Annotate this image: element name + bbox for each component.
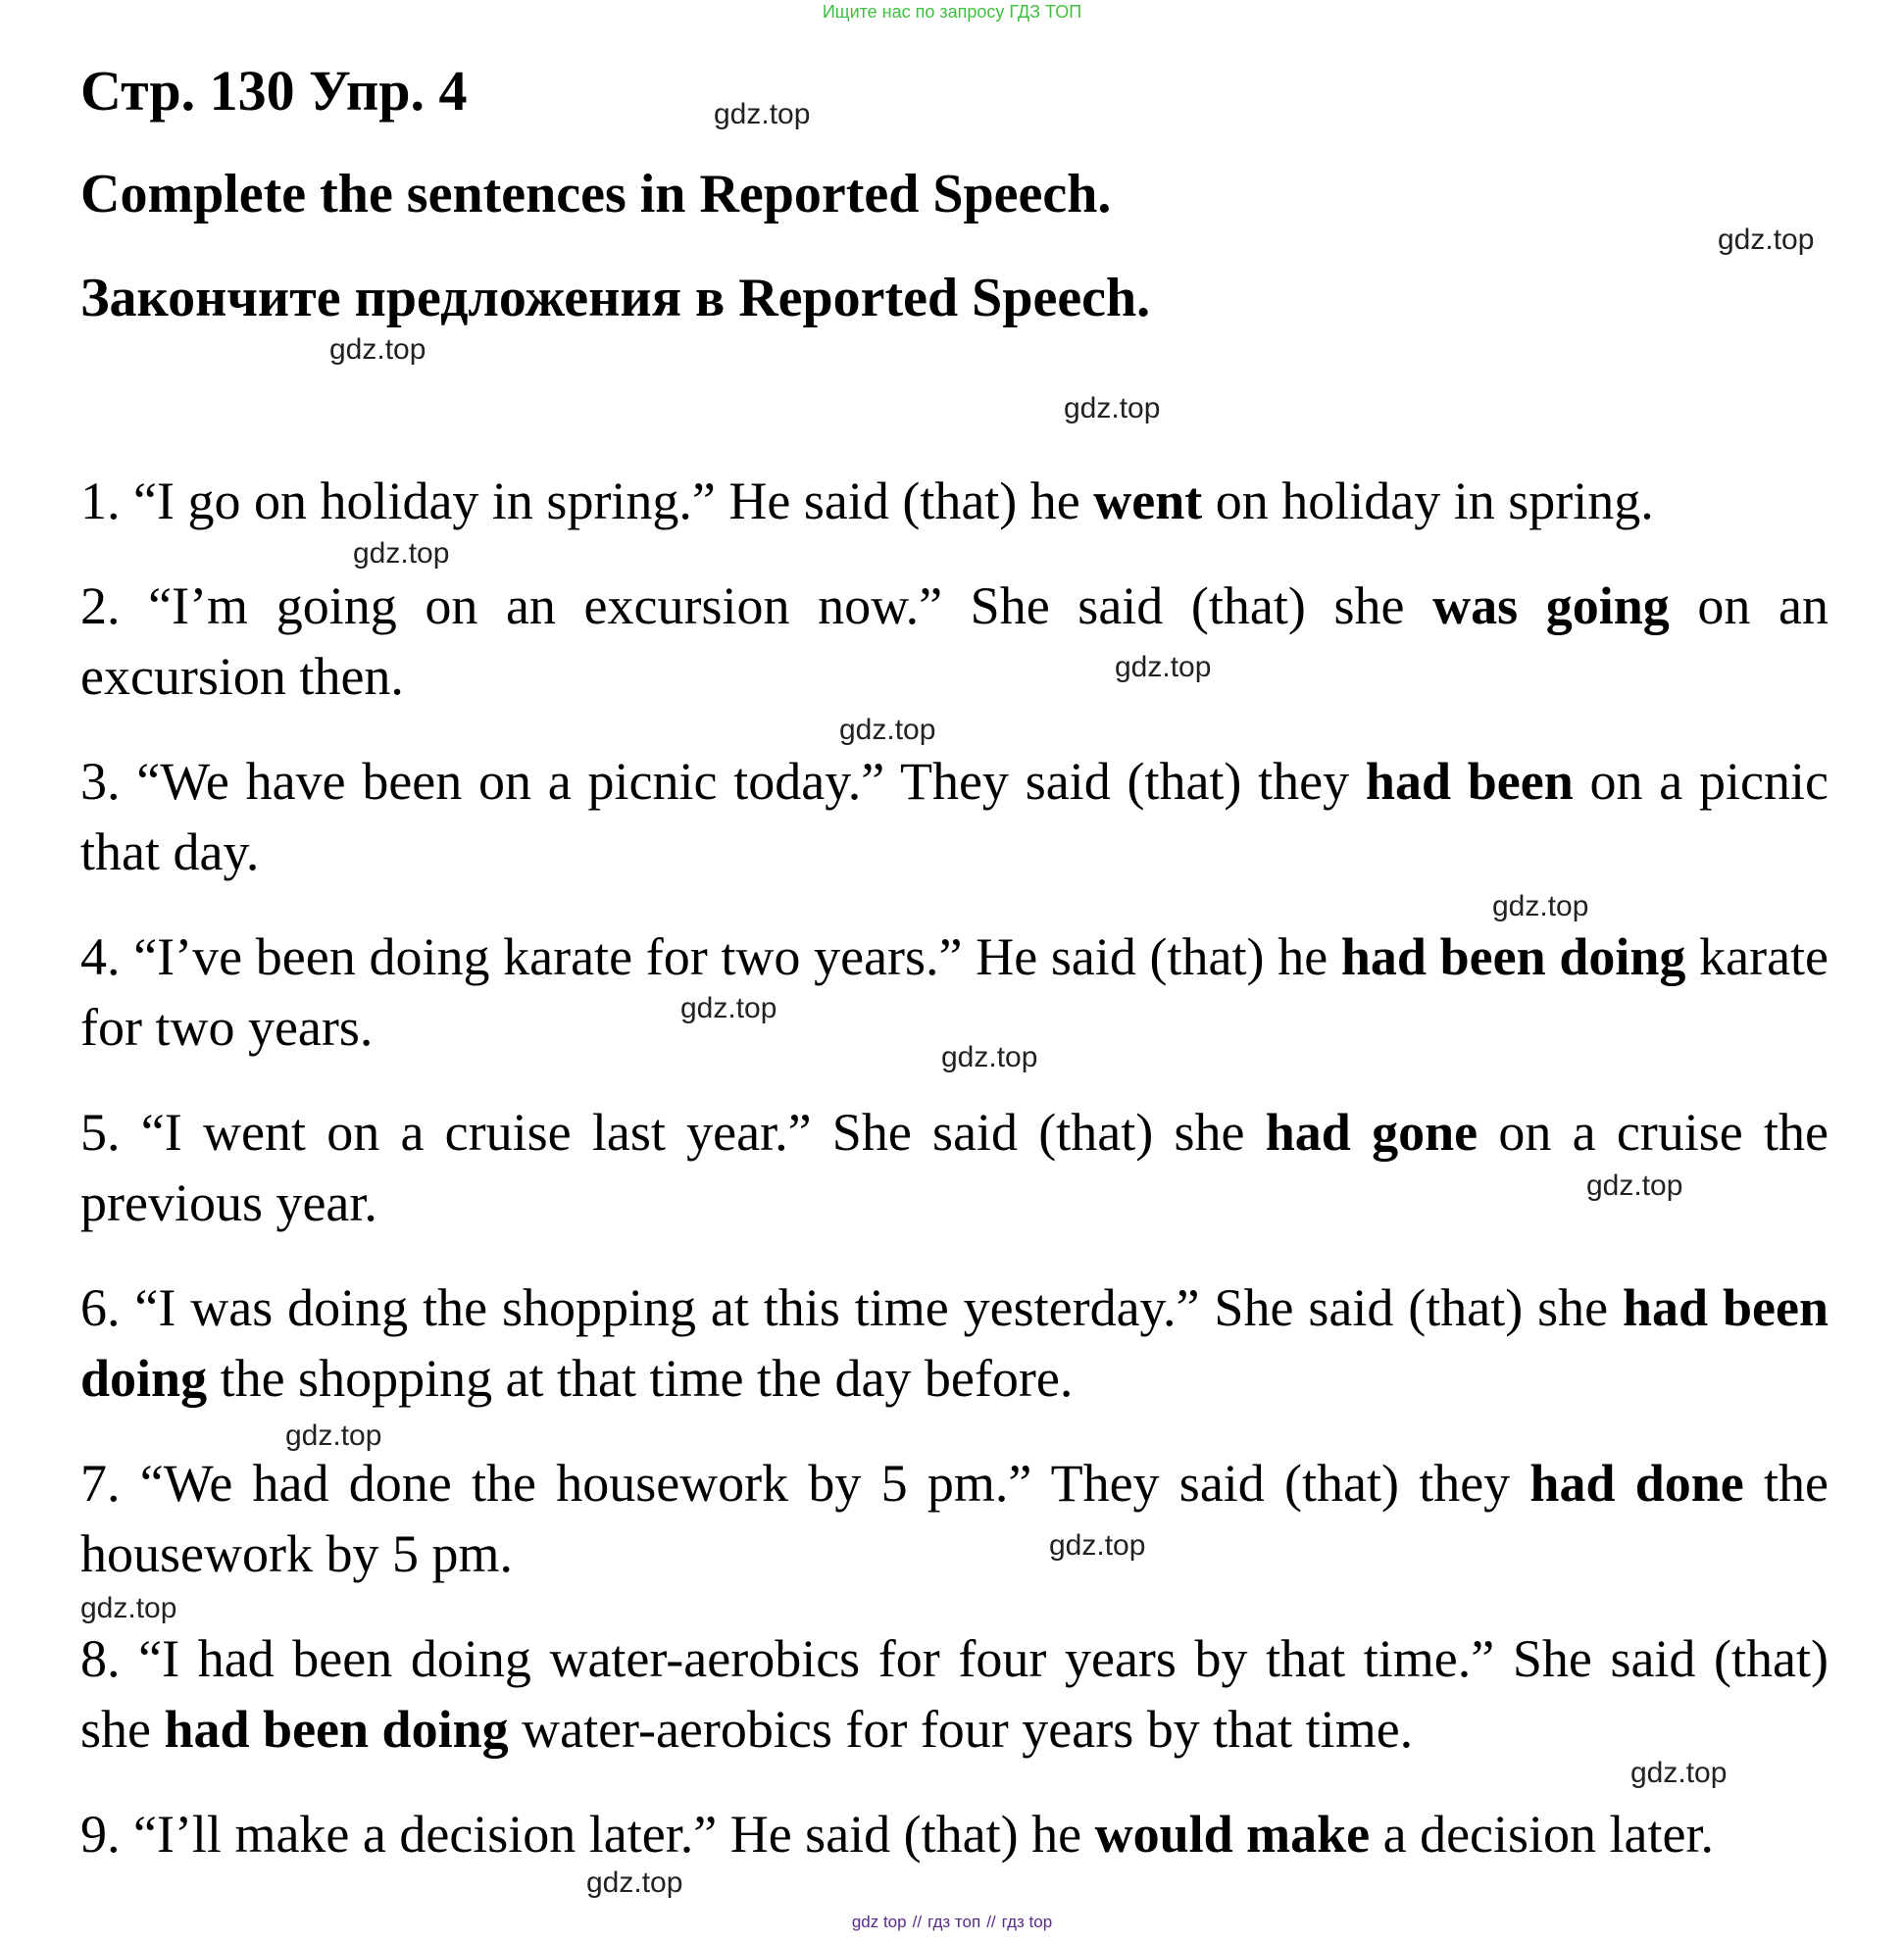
item-text: 3. “We have been on a picnic today.” They said (that) they (80, 752, 1366, 811)
exercise-list (80, 466, 1829, 1869)
watermark: gdz.top (1115, 651, 1212, 683)
item-text: 4. “I’ve been doing karate for two years.” He said (that) he (80, 927, 1341, 986)
item-text: on holiday in spring. (1202, 472, 1654, 530)
footer-link[interactable]: гдз top (1001, 1913, 1053, 1931)
answer: went (1093, 472, 1203, 530)
watermark: gdz.top (680, 992, 777, 1024)
answer: had been (1365, 752, 1574, 811)
item-text: 5. “I went on a cruise last year.” She said (that) she (80, 1103, 1266, 1162)
footer-links (0, 1912, 1904, 1933)
item-text: karate for two years. (80, 927, 1829, 1057)
answer: had gone (1265, 1103, 1478, 1162)
footer-link[interactable]: гдз топ (927, 1913, 981, 1931)
watermark: gdz.top (1718, 224, 1815, 256)
watermark: gdz.top (1586, 1170, 1683, 1202)
exercise-item-3 (80, 746, 1829, 887)
footer-separator: // (912, 1913, 923, 1931)
footer-link[interactable]: gdz top (851, 1913, 907, 1931)
answer: had done (1529, 1454, 1744, 1513)
watermark: gdz.top (941, 1041, 1038, 1073)
item-text: water-aerobics for four years by that time. (508, 1700, 1414, 1759)
watermark: gdz.top (586, 1866, 683, 1899)
watermark: gdz.top (1492, 890, 1589, 922)
exercise-item-5 (80, 1097, 1829, 1238)
watermark: gdz.top (714, 98, 811, 130)
watermark: gdz.top (329, 333, 426, 366)
answer: had been doing (1340, 927, 1686, 986)
exercise-item-2 (80, 571, 1829, 712)
task-instruction-ru: Закончите предложения в Reported Speech. (80, 268, 1151, 328)
exercise-item-1 (80, 466, 1829, 536)
item-text: 7. “We had done the housework by 5 pm.” They said (that) they (80, 1454, 1530, 1513)
watermark: gdz.top (285, 1419, 382, 1452)
item-text: the shopping at that time the day before. (207, 1349, 1074, 1408)
item-text: the housework by 5 pm. (80, 1454, 1829, 1583)
task-instruction-en: Complete the sentences in Reported Speech. (80, 164, 1112, 224)
item-text: a decision later. (1370, 1805, 1714, 1864)
footer-separator: // (986, 1913, 996, 1931)
item-text: 8. “I had been doing water-aerobics for four years by that time.” She said (that) she (80, 1629, 1829, 1759)
answer: had been doing (164, 1700, 509, 1759)
watermark: gdz.top (839, 714, 936, 746)
item-text: on an excursion then. (80, 576, 1829, 706)
answer: would make (1094, 1805, 1371, 1864)
watermark: gdz.top (80, 1592, 177, 1624)
item-text: 2. “I’m going on an excursion now.” She said (that) she (80, 576, 1433, 635)
item-text: 6. “I was doing the shopping at this time yesterday.” She said (that) she (80, 1278, 1623, 1337)
exercise-item-6 (80, 1272, 1829, 1414)
item-text: 9. “I’ll make a decision later.” He said (that) he (80, 1805, 1095, 1864)
exercise-item-8 (80, 1623, 1829, 1765)
watermark: gdz.top (1049, 1529, 1146, 1562)
answer: was going (1432, 576, 1670, 635)
search-banner: Ищите нас по запросу ГДЗ ТОП (822, 2, 1082, 22)
exercise-item-9 (80, 1799, 1829, 1869)
exercise-item-7 (80, 1448, 1829, 1589)
watermark: gdz.top (1064, 392, 1161, 424)
page-title: Стр. 130 Упр. 4 (80, 59, 468, 123)
watermark: gdz.top (1630, 1757, 1728, 1789)
item-text: 1. “I go on holiday in spring.” He said (that) he (80, 472, 1094, 530)
answer: had been doing (80, 1278, 1829, 1408)
watermark: gdz.top (353, 537, 450, 570)
item-text: on a cruise the previous year. (80, 1103, 1829, 1232)
item-text: on a picnic that day. (80, 752, 1829, 881)
